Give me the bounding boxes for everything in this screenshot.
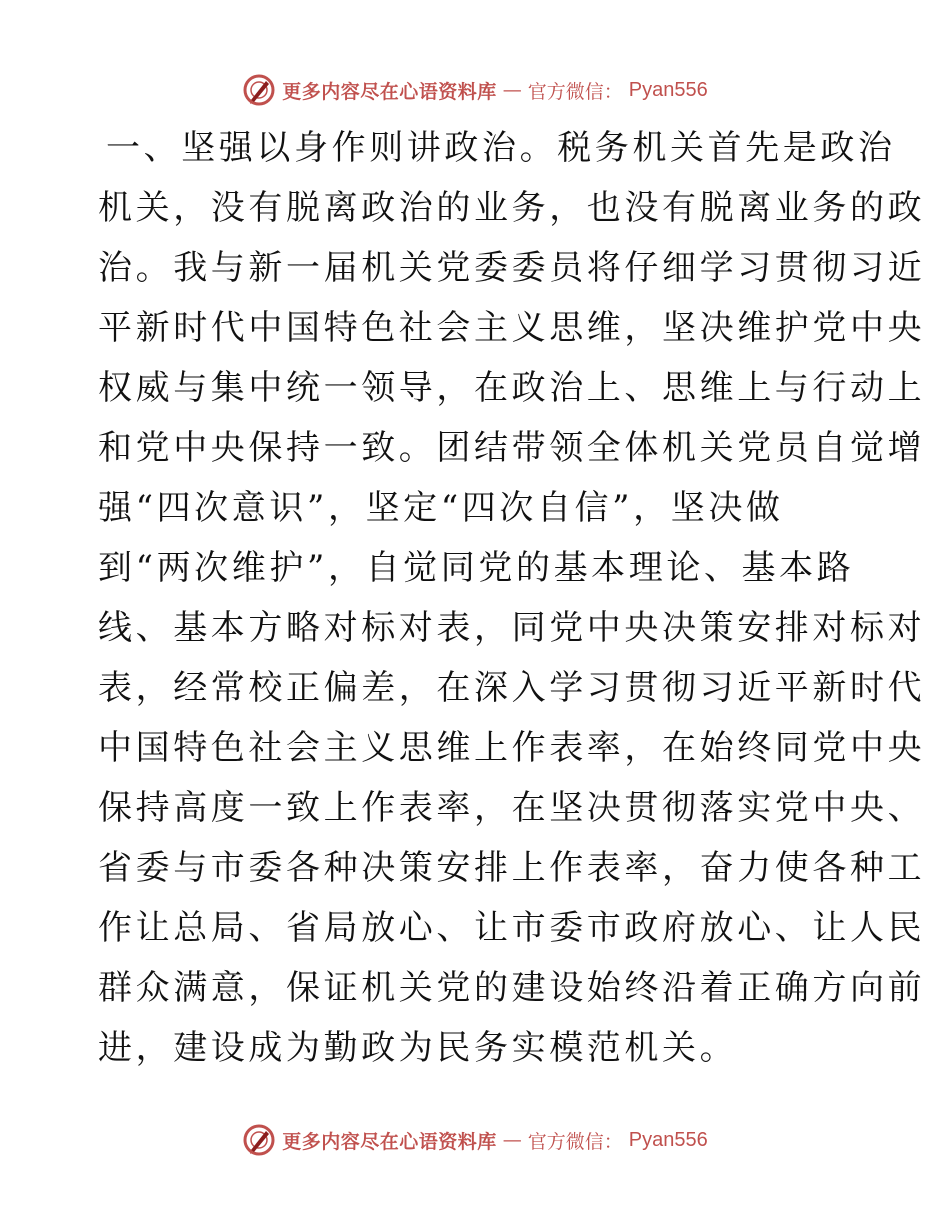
pen-seal-logo-icon: [242, 73, 276, 107]
paragraph-line: 进，建设成为勤政为民务实模范机关。: [98, 1028, 738, 1068]
paragraph-line: 表，经常校正偏差，在深入学习贯彻习近平新时代: [98, 668, 926, 708]
paragraph-line: 线、基本方略对标对表，同党中央决策安排对标对: [98, 608, 926, 648]
paragraph-line: 中国特色社会主义思维上作表率，在始终同党中央: [98, 728, 926, 768]
paragraph-line: 强“四次意识”，坚定“四次自信”，坚决做: [98, 488, 784, 528]
footer-banner: [0, 1120, 950, 1160]
header-separator: —: [502, 79, 522, 101]
body-paragraph: [98, 118, 926, 1078]
paragraph-line: 到“两次维护”，自觉同党的基本理论、基本路: [98, 548, 855, 588]
paragraph-line: 一、坚强以身作则讲政治。税务机关首先是政治: [106, 128, 896, 168]
paragraph-line: 省委与市委各种决策安排上作表率，奋力使各种工: [98, 848, 926, 888]
paragraph-line: 平新时代中国特色社会主义思维，坚决维护党中央: [98, 308, 926, 348]
footer-title: 更多内容尽在心语资料库: [282, 1130, 497, 1153]
paragraph-line: 治。我与新一届机关党委委员将仔细学习贯彻习近: [98, 248, 926, 288]
paragraph-line: 保持高度一致上作表率，在坚决贯彻落实党中央、: [98, 788, 926, 828]
footer-separator: —: [502, 1129, 522, 1151]
paragraph-line: 和党中央保持一致。团结带领全体机关党员自觉增: [98, 428, 926, 468]
header-contact-label: 官方微信：: [527, 80, 623, 103]
footer-contact-label: 官方微信：: [527, 1130, 623, 1153]
paragraph-line: 作让总局、省局放心、让市委市政府放心、让人民: [98, 908, 926, 948]
header-banner: [0, 70, 950, 110]
paragraph-line: 群众满意，保证机关党的建设始终沿着正确方向前: [98, 968, 926, 1008]
header-title: 更多内容尽在心语资料库: [282, 80, 497, 103]
header-contact-id: Pyan556: [628, 78, 708, 101]
pen-seal-logo-icon: [242, 1123, 276, 1157]
paragraph-line: 权威与集中统一领导，在政治上、思维上与行动上: [98, 368, 926, 408]
footer-contact-id: Pyan556: [628, 1128, 708, 1151]
paragraph-line: 机关，没有脱离政治的业务，也没有脱离业务的政: [98, 188, 926, 228]
